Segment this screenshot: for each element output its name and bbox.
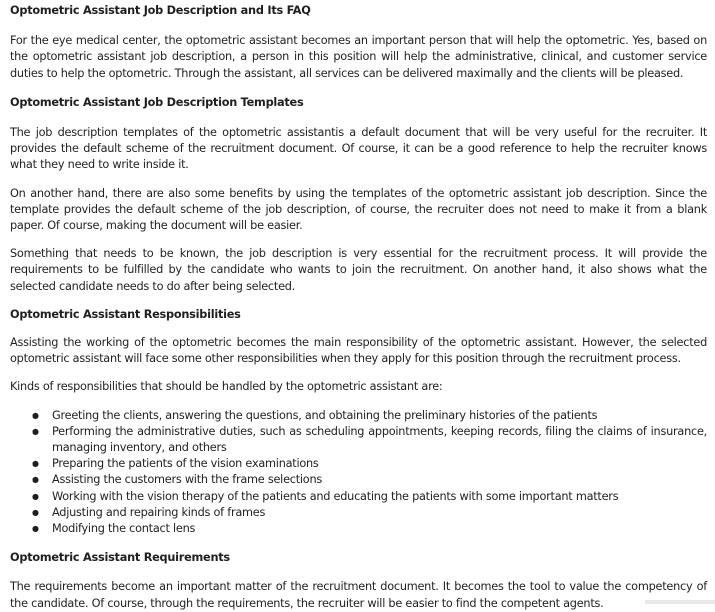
templates-paragraph-1: The job description templates of the optometric assistantis a default document that will be very useful for the recruiter. It provides the default scheme of the recruitment document. Of course, it can be a good reference to help the recruiter knows what they need to write inside it. xyxy=(10,126,707,172)
list-item: ● Greeting the clients, answering the questions, and obtaining the preliminary histories of the patients xyxy=(52,408,707,424)
list-item: ● Assisting the customers with the frame selections xyxy=(52,472,707,488)
list-item: ● Modifying the contact lens xyxy=(52,521,707,537)
document-page xyxy=(10,0,707,612)
scroll-edge-shadow xyxy=(645,600,715,604)
section-heading-requirements: Optometric Assistant Requirements xyxy=(10,551,230,565)
responsibilities-list xyxy=(10,408,707,538)
document-title: Optometric Assistant Job Description and Its FAQ xyxy=(10,4,311,17)
responsibilities-paragraph-1: Assisting the working of the optometric becomes the main responsibility of the optometric assistant. However, the selected optometric assistant will face some other responsibilities when they apply for this position through the recruitment process. xyxy=(10,336,707,366)
list-item: ● Working with the vision therapy of the patients and educating the patients with some important matters xyxy=(52,489,707,505)
intro-paragraph: For the eye medical center, the optometric assistant becomes an important person that will help the optometric. Yes, based on the optometric assistant job description, a person in this position will help the administrative, clinical, and customer service duties to help the optometric. Through the assistant, all services can be delivered maximally and the clients will be pleased. xyxy=(10,34,707,80)
templates-paragraph-3: Something that needs to be known, the job description is very essential for the recruitment process. It will provide the requirements to be fulfilled by the candidate who wants to join the recruitment. On another hand, it also shows what the selected candidate needs to do after being selected. xyxy=(10,247,707,293)
section-heading-templates: Optometric Assistant Job Description Templates xyxy=(10,95,304,109)
templates-paragraph-2: On another hand, there are also some benefits by using the templates of the optometric assistant job description. Since the template provides the default scheme of the job description, of course, the recruiter does not need to make it from a blank paper. Of course, making the document will be easier. xyxy=(10,186,707,233)
responsibilities-paragraph-2: Kinds of responsibilities that should be handled by the optometric assistant are: xyxy=(10,380,443,394)
list-item: ● Performing the administrative duties, such as scheduling appointments, keeping records, filing the claims of insurance, managing inventory, and others xyxy=(52,424,707,456)
section-heading-responsibilities: Optometric Assistant Responsibilities xyxy=(10,307,241,321)
list-item: ● Adjusting and repairing kinds of frames xyxy=(52,505,707,521)
list-item: ● Preparing the patients of the vision examinations xyxy=(52,456,707,472)
requirements-paragraph-1: The requirements become an important matter of the recruitment document. It becomes the tool to value the competency of the candidate. Of course, through the requirements, the recruiter will be easier to find the competent agents. xyxy=(10,580,707,610)
